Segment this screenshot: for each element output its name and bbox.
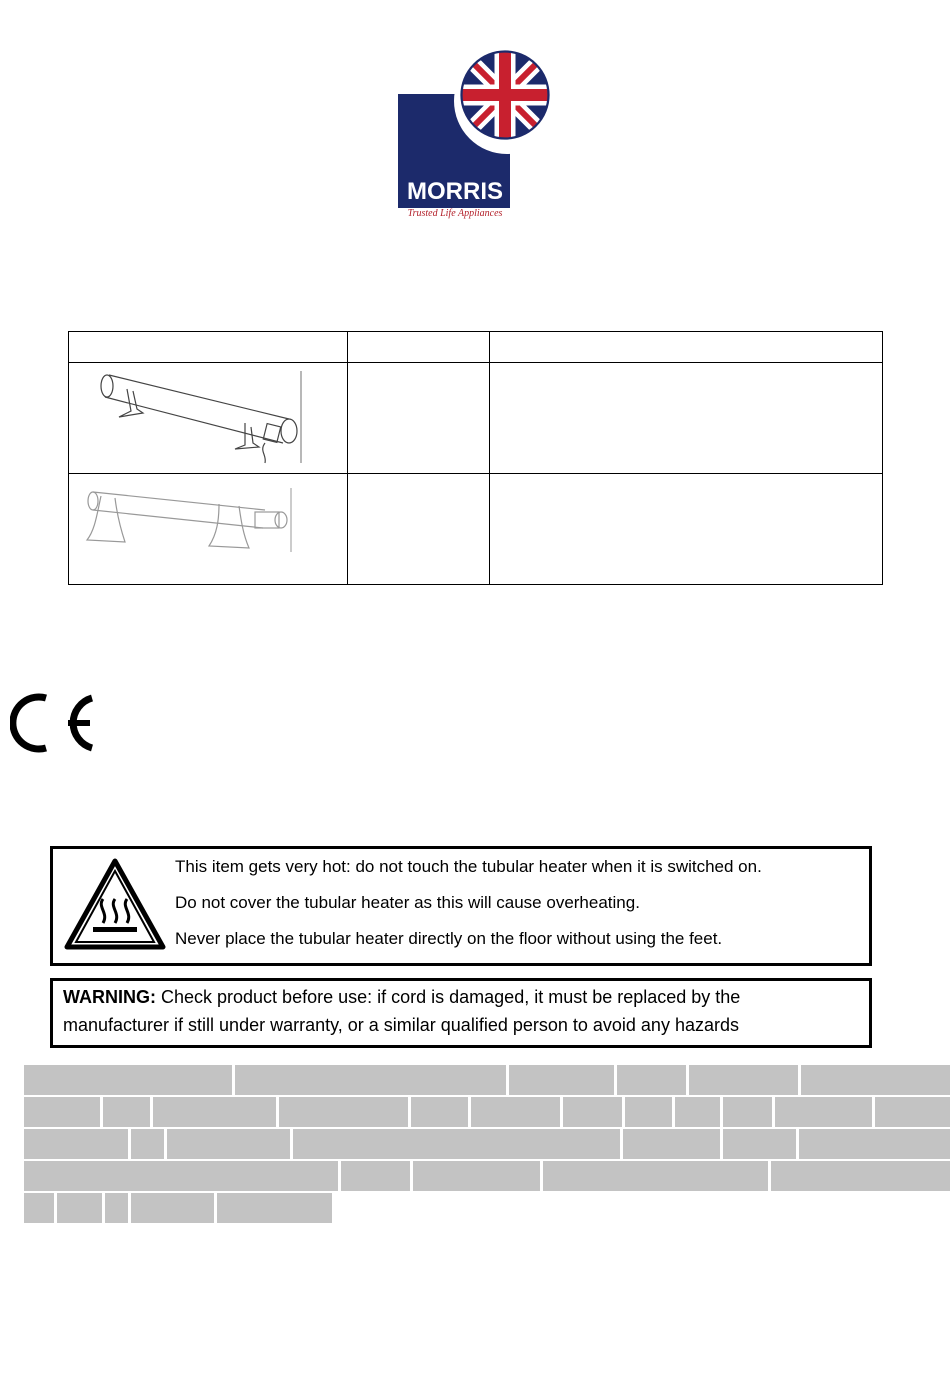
logo-tagline: Trusted Life Appliances bbox=[407, 208, 503, 219]
header-cell-model bbox=[348, 332, 490, 363]
safety-line-3: Never place the tubular heater directly on the floor without using the feet. bbox=[175, 929, 723, 948]
tubular-heater-wall-brackets-image bbox=[69, 363, 347, 473]
morris-logo bbox=[398, 48, 552, 224]
table-cell-description bbox=[490, 474, 883, 585]
warning-line-1 bbox=[63, 987, 740, 1008]
redacted-line bbox=[24, 1193, 332, 1223]
table-header-row bbox=[69, 332, 883, 363]
safety-line-1: This item gets very hot: do not touch the tubular heater when it is switched on. bbox=[175, 857, 762, 876]
union-jack-icon bbox=[460, 50, 550, 140]
table-row bbox=[69, 474, 883, 585]
tubular-heater-floor-feet-image bbox=[69, 474, 347, 584]
table-cell-model bbox=[348, 474, 490, 585]
safety-warning-box bbox=[50, 846, 872, 966]
products-table bbox=[68, 331, 883, 585]
table-row bbox=[69, 363, 883, 474]
warning-line-2: manufacturer if still under warranty, or a similar qualified person to avoid any hazards bbox=[63, 1015, 739, 1035]
redacted-line bbox=[24, 1065, 950, 1095]
warning-label: WARNING: bbox=[63, 987, 156, 1007]
hot-surface-warning-icon bbox=[63, 857, 167, 953]
header-cell-image bbox=[69, 332, 348, 363]
warning-text-1: Check product before use: if cord is damaged, it must be replaced by the bbox=[156, 987, 741, 1007]
table-cell-model bbox=[348, 363, 490, 474]
table-cell-image bbox=[69, 363, 348, 474]
safety-line-2: Do not cover the tubular heater as this will cause overheating. bbox=[175, 893, 640, 912]
logo-brand-text: MORRIS bbox=[407, 178, 503, 205]
table-cell-description bbox=[490, 363, 883, 474]
table-cell-image bbox=[69, 474, 348, 585]
redacted-line bbox=[24, 1129, 950, 1159]
redacted-line bbox=[24, 1097, 950, 1127]
redacted-line bbox=[24, 1161, 950, 1191]
cord-warning-box bbox=[50, 978, 872, 1048]
header-cell-description bbox=[490, 332, 883, 363]
ce-mark-icon bbox=[10, 690, 100, 756]
